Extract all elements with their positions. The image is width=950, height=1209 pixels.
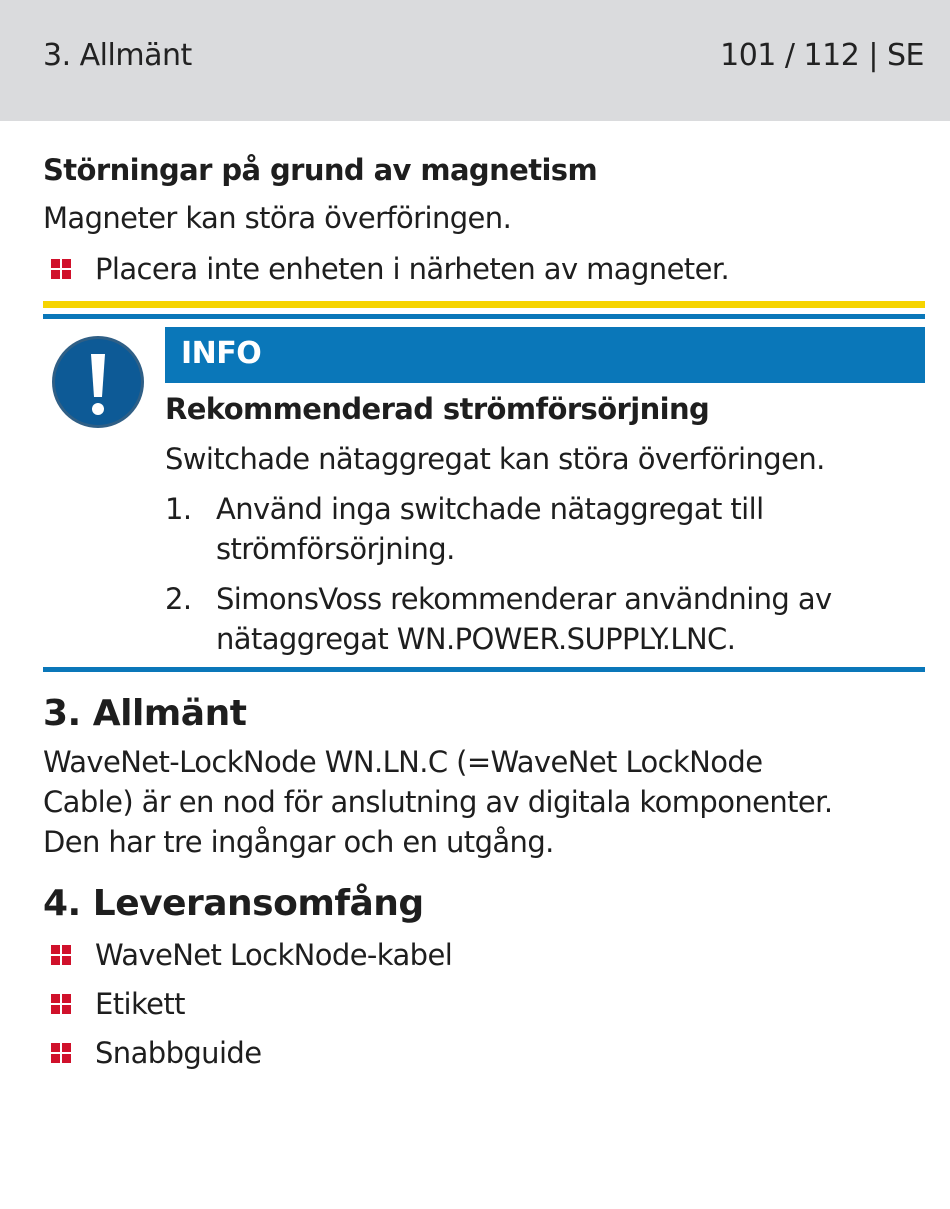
magnetism-bullet-text: Placera inte enheten i närheten av magneter. — [95, 251, 730, 286]
page-header — [0, 0, 950, 121]
step-number: 1. — [165, 492, 192, 526]
step-number: 2. — [165, 582, 192, 616]
section-3-line: WaveNet-LockNode WN.LN.C (=WaveNet LockNode — [43, 745, 763, 779]
list-item — [43, 244, 925, 293]
info-body — [165, 389, 925, 659]
header-page-info: 101 / 112 | SE — [720, 38, 924, 73]
page-content — [43, 150, 925, 1077]
exclamation-circle-icon — [51, 335, 145, 429]
step-line: strömförsörjning. — [216, 532, 455, 566]
step-line: Använd inga switchade nätaggregat till — [216, 492, 764, 526]
info-label: INFO — [181, 336, 262, 371]
delivery-list — [43, 930, 925, 1077]
info-text: Switchade nätaggregat kan störa överföringen. — [165, 442, 825, 476]
magnetism-text: Magneter kan störa överföringen. — [43, 201, 512, 235]
section-3-heading: 3. Allmänt — [43, 693, 247, 734]
numbered-step — [165, 579, 925, 659]
bullet-icon — [51, 994, 71, 1014]
info-box — [43, 319, 925, 667]
section-3-line: Cable) är en nod för anslutning av digitala komponenter. — [43, 785, 833, 819]
list-item-text: WaveNet LockNode-kabel — [95, 937, 453, 972]
section-3-text — [43, 742, 925, 862]
magnetism-heading: Störningar på grund av magnetism — [43, 153, 598, 187]
bullet-icon — [51, 945, 71, 965]
list-item-text: Snabbguide — [95, 1035, 262, 1070]
info-label-bar — [165, 327, 925, 383]
numbered-step — [165, 489, 925, 569]
bullet-icon — [51, 259, 71, 279]
list-item — [43, 979, 925, 1028]
info-bottom-blue-rule — [43, 667, 925, 672]
step-text — [216, 489, 764, 569]
info-heading: Rekommenderad strömförsörjning — [165, 392, 710, 426]
list-item — [43, 1028, 925, 1077]
section-4-heading: 4. Leveransomfång — [43, 883, 424, 924]
header-section-title: 3. Allmänt — [43, 38, 192, 73]
list-item — [43, 930, 925, 979]
step-line: SimonsVoss rekommenderar användning av — [216, 582, 832, 616]
info-top-yellow-rule — [43, 301, 925, 308]
list-item-text: Etikett — [95, 986, 185, 1021]
section-3-line: Den har tre ingångar och en utgång. — [43, 825, 554, 859]
bullet-icon — [51, 1043, 71, 1063]
step-text — [216, 579, 832, 659]
step-line: nätaggregat WN.POWER.SUPPLY.LNC. — [216, 622, 736, 656]
